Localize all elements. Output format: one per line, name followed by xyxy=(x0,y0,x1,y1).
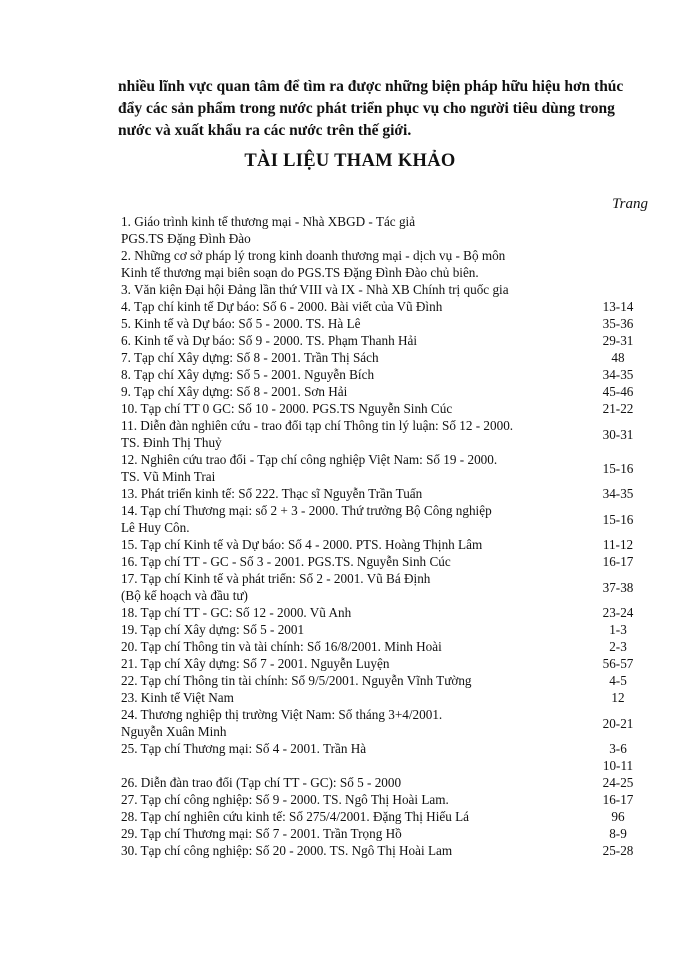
intro-line: nước và xuất khẩu ra các nước trên thế giới. xyxy=(118,122,412,139)
reference-pages: 15-16 xyxy=(602,460,634,476)
reference-text: 6. Kinh tế và Dự báo: Số 9 - 2000. TS. Phạm Thanh Hải xyxy=(121,333,418,348)
reference-pages: 37-38 xyxy=(602,579,634,595)
reference-item xyxy=(121,706,651,740)
reference-pages: 34-35 xyxy=(602,367,634,382)
reference-text: 11. Diễn đàn nghiên cứu - trao đổi tạp chí Thông tin lý luận: Số 12 - 2000. TS. Đinh Thị Thuỷ xyxy=(121,418,514,450)
reference-item xyxy=(121,570,651,604)
intro-line: nhiều lĩnh vực quan tâm để tìm ra được những biện pháp hữu hiệu hơn thúc xyxy=(118,78,624,95)
reference-item xyxy=(121,383,651,400)
reference-text: 22. Tạp chí Thông tin tài chính: Số 9/5/2001. Nguyễn Vĩnh Tường xyxy=(121,673,472,688)
reference-text: 10. Tạp chí TT 0 GC: Số 10 - 2000. PGS.TS Nguyễn Sinh Cúc xyxy=(121,401,453,416)
reference-pages: 48 xyxy=(611,350,625,365)
reference-text: 21. Tạp chí Xây dựng: Số 7 - 2001. Nguyễn Luyện xyxy=(121,656,390,671)
reference-text: 19. Tạp chí Xây dựng: Số 5 - 2001 xyxy=(121,622,305,637)
reference-text: 13. Phát triển kinh tế: Số 222. Thạc sĩ Nguyễn Trần Tuấn xyxy=(121,486,423,501)
reference-item xyxy=(121,451,651,485)
reference-text: 16. Tạp chí TT - GC - Số 3 - 2001. PGS.TS. Nguyễn Sinh Cúc xyxy=(121,554,451,569)
reference-text: 23. Kinh tế Việt Nam xyxy=(121,690,234,705)
reference-pages: 45-46 xyxy=(602,384,634,399)
reference-pages: 30-31 xyxy=(602,426,634,442)
reference-item xyxy=(121,400,651,417)
reference-text: 2. Những cơ sở pháp lý trong kinh doanh thương mại - dịch vụ - Bộ môn Kinh tế thương mại biên soạn do PGS.TS Đặng Đình Đào chủ biên. xyxy=(121,248,506,280)
reference-item xyxy=(121,740,651,774)
reference-pages: 21-22 xyxy=(602,401,634,416)
reference-item xyxy=(121,672,651,689)
reference-text: 18. Tạp chí TT - GC: Số 12 - 2000. Vũ Anh xyxy=(121,605,352,620)
reference-item xyxy=(121,485,651,502)
reference-item xyxy=(121,842,651,859)
reference-item xyxy=(121,315,651,332)
reference-text: 4. Tạp chí kinh tế Dự báo: Số 6 - 2000. Bài viết của Vũ Đình xyxy=(121,299,443,314)
page-column-label: Trang xyxy=(612,196,648,212)
reference-text: 25. Tạp chí Thương mại: Số 4 - 2001. Trần Hà xyxy=(121,741,367,756)
reference-text: 20. Tạp chí Thông tin và tài chính: Số 16/8/2001. Minh Hoài xyxy=(121,639,442,654)
reference-pages: 11-12 xyxy=(602,537,634,552)
reference-text: 26. Diễn đàn trao đổi (Tạp chí TT - GC): Số 5 - 2000 xyxy=(121,775,402,790)
reference-item xyxy=(121,655,651,672)
reference-text: 29. Tạp chí Thương mại: Số 7 - 2001. Trần Trọng Hồ xyxy=(121,826,402,841)
reference-pages: 96 xyxy=(611,809,625,824)
reference-item xyxy=(121,502,651,536)
reference-text: 30. Tạp chí công nghiệp: Số 20 - 2000. TS. Ngô Thị Hoài Lam xyxy=(121,843,453,858)
reference-pages: 2-3 xyxy=(609,639,627,654)
reference-item xyxy=(121,825,651,842)
reference-pages: 23-24 xyxy=(602,605,634,620)
reference-pages: 1-3 xyxy=(609,622,627,637)
reference-pages: 12 xyxy=(611,690,625,705)
reference-pages: 16-17 xyxy=(602,792,634,807)
reference-item xyxy=(121,298,651,315)
reference-text: 15. Tạp chí Kinh tế và Dự báo: Số 4 - 2000. PTS. Hoàng Thịnh Lâm xyxy=(121,537,483,552)
reference-item xyxy=(121,366,651,383)
reference-item xyxy=(121,689,651,706)
reference-text: 14. Tạp chí Thương mại: số 2 + 3 - 2000. Thứ trưởng Bộ Công nghiệp Lê Huy Côn. xyxy=(121,503,492,535)
reference-text: 24. Thương nghiệp thị trường Việt Nam: Số tháng 3+4/2001. Nguyễn Xuân Minh xyxy=(121,707,443,739)
reference-item xyxy=(121,791,651,808)
reference-item xyxy=(121,536,651,553)
reference-text: 7. Tạp chí Xây dựng: Số 8 - 2001. Trần Thị Sách xyxy=(121,350,379,365)
reference-text: 9. Tạp chí Xây dựng: Số 8 - 2001. Sơn Hải xyxy=(121,384,348,399)
reference-text: 27. Tạp chí công nghiệp: Số 9 - 2000. TS. Ngô Thị Hoài Lam. xyxy=(121,792,449,807)
reference-text: 1. Giáo trình kinh tế thương mại - Nhà XBGD - Tác giả PGS.TS Đặng Đình Đào xyxy=(121,214,416,246)
reference-pages: 16-17 xyxy=(602,554,634,569)
reference-item xyxy=(121,553,651,570)
reference-text: 5. Kinh tế và Dự báo: Số 5 - 2000. TS. Hà Lê xyxy=(121,316,361,331)
reference-text: 12. Nghiên cứu trao đổi - Tạp chí công nghiệp Việt Nam: Số 19 - 2000. TS. Vũ Minh Trai xyxy=(121,452,498,484)
reference-text: 17. Tạp chí Kinh tế và phát triển: Số 2 - 2001. Vũ Bá Định (Bộ kế hoạch và đầu tư) xyxy=(121,571,431,603)
reference-item xyxy=(121,638,651,655)
reference-item xyxy=(121,213,651,247)
reference-pages: 20-21 xyxy=(602,715,634,731)
reference-pages: 29-31 xyxy=(602,333,634,348)
reference-item xyxy=(121,332,651,349)
reference-text: 28. Tạp chí nghiên cứu kinh tế: Số 275/4/2001. Đặng Thị Hiếu Lá xyxy=(121,809,470,824)
reference-item xyxy=(121,349,651,366)
reference-item xyxy=(121,417,651,451)
reference-list xyxy=(121,213,651,859)
reference-pages: 15-16 xyxy=(602,511,634,527)
reference-pages: 35-36 xyxy=(602,316,634,331)
reference-item xyxy=(121,621,651,638)
reference-pages: 34-35 xyxy=(602,486,634,501)
reference-item xyxy=(121,247,651,281)
reference-item xyxy=(121,808,651,825)
reference-item xyxy=(121,604,651,621)
reference-pages: 3-6 10-11 xyxy=(602,741,634,773)
reference-pages: 56-57 xyxy=(602,656,634,671)
intro-line: đẩy các sản phẩm trong nước phát triển phục vụ cho người tiêu dùng trong xyxy=(118,100,615,117)
reference-item xyxy=(121,774,651,791)
reference-pages: 13-14 xyxy=(602,299,634,314)
page-title: TÀI LIỆU THAM KHẢO xyxy=(244,151,456,171)
reference-pages: 8-9 xyxy=(609,826,627,841)
reference-text: 3. Văn kiện Đại hội Đảng lần thứ VIII và IX - Nhà XB Chính trị quốc gia xyxy=(121,282,509,297)
reference-text: 8. Tạp chí Xây dựng: Số 5 - 2001. Nguyễn Bích xyxy=(121,367,375,382)
reference-pages: 24-25 xyxy=(602,775,634,790)
reference-pages: 25-28 xyxy=(602,843,634,858)
intro-paragraph xyxy=(118,76,648,142)
reference-pages: 4-5 xyxy=(609,673,627,688)
reference-item xyxy=(121,281,651,298)
